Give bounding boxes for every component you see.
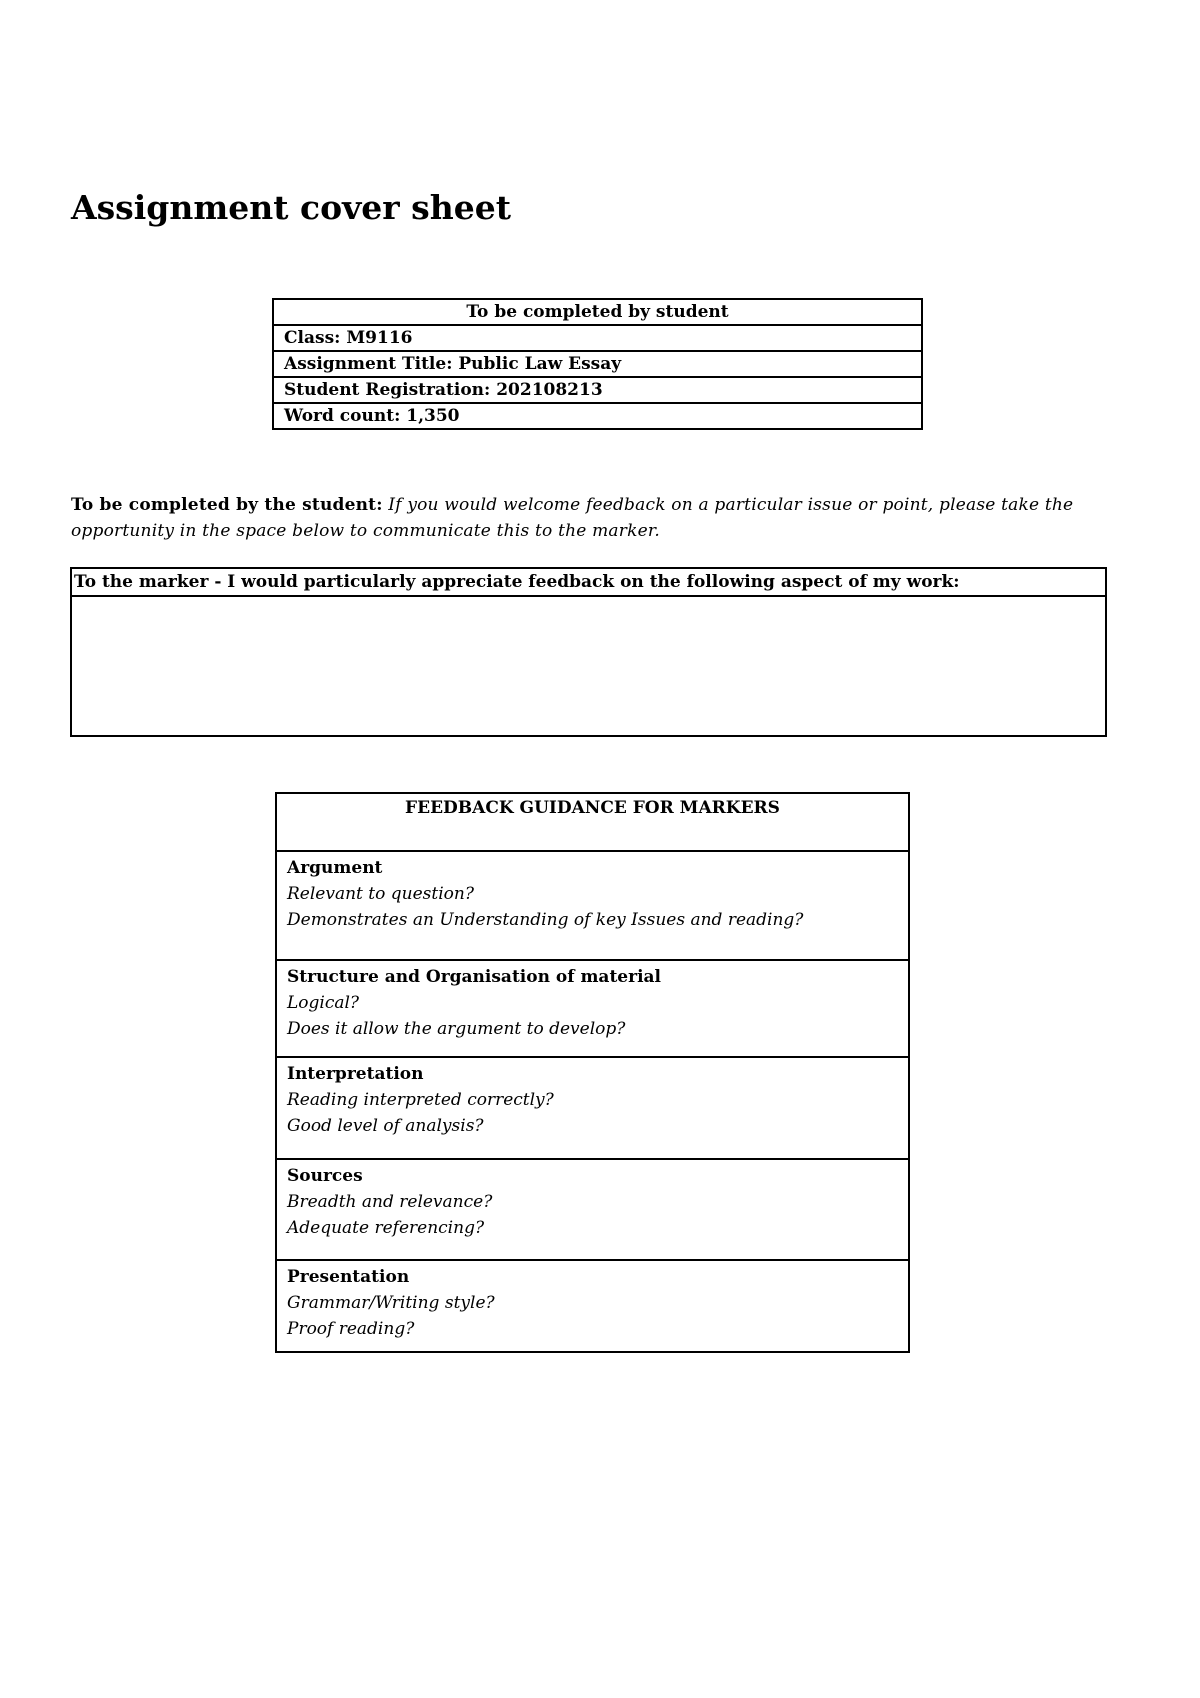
guidance-item: Grammar/Writing style? bbox=[287, 1293, 495, 1313]
guidance-section-title: Argument bbox=[287, 858, 383, 878]
instruction-text: If you would welcome feedback on a particular issue or point, please take the opportunity in the space below to communicate this to the marker. bbox=[71, 495, 1074, 541]
guidance-item: Does it allow the argument to develop? bbox=[287, 1019, 626, 1039]
guidance-item: Reading interpreted correctly? bbox=[287, 1090, 554, 1110]
word-count-field: Word count: 1,350 bbox=[273, 403, 922, 429]
guidance-section-title: Structure and Organisation of material bbox=[287, 967, 662, 987]
student-info-table bbox=[272, 298, 923, 430]
guidance-item: Adequate referencing? bbox=[287, 1218, 485, 1238]
marker-feedback-box bbox=[70, 567, 1107, 737]
instruction-lead: To be completed by the student: bbox=[71, 495, 383, 515]
guidance-item: Good level of analysis? bbox=[287, 1116, 484, 1136]
student-registration-field: Student Registration: 202108213 bbox=[273, 377, 922, 403]
guidance-item: Proof reading? bbox=[287, 1319, 415, 1339]
guidance-section-interpretation bbox=[277, 1058, 908, 1160]
marker-box-header: To the marker - I would particularly appreciate feedback on the following aspect of my work: bbox=[72, 569, 1105, 597]
guidance-item: Breadth and relevance? bbox=[287, 1192, 493, 1212]
student-instruction bbox=[71, 492, 1111, 544]
guidance-item: Logical? bbox=[287, 993, 360, 1013]
student-table-header: To be completed by student bbox=[273, 299, 922, 325]
class-field: Class: M9116 bbox=[273, 325, 922, 351]
guidance-section-title: Sources bbox=[287, 1166, 363, 1186]
guidance-item: Relevant to question? bbox=[287, 884, 474, 904]
guidance-item: Demonstrates an Understanding of key Issues and reading? bbox=[287, 910, 804, 930]
guidance-section-argument bbox=[277, 852, 908, 961]
guidance-section-title: Presentation bbox=[287, 1267, 410, 1287]
marker-box-content[interactable] bbox=[72, 597, 1105, 737]
guidance-section-structure bbox=[277, 961, 908, 1058]
guidance-section-sources bbox=[277, 1160, 908, 1261]
assignment-title-field: Assignment Title: Public Law Essay bbox=[273, 351, 922, 377]
guidance-header: FEEDBACK GUIDANCE FOR MARKERS bbox=[277, 794, 908, 852]
guidance-section-title: Interpretation bbox=[287, 1064, 424, 1084]
feedback-guidance-table bbox=[275, 792, 910, 1353]
page-title: Assignment cover sheet bbox=[71, 188, 511, 227]
guidance-section-presentation bbox=[277, 1261, 908, 1351]
